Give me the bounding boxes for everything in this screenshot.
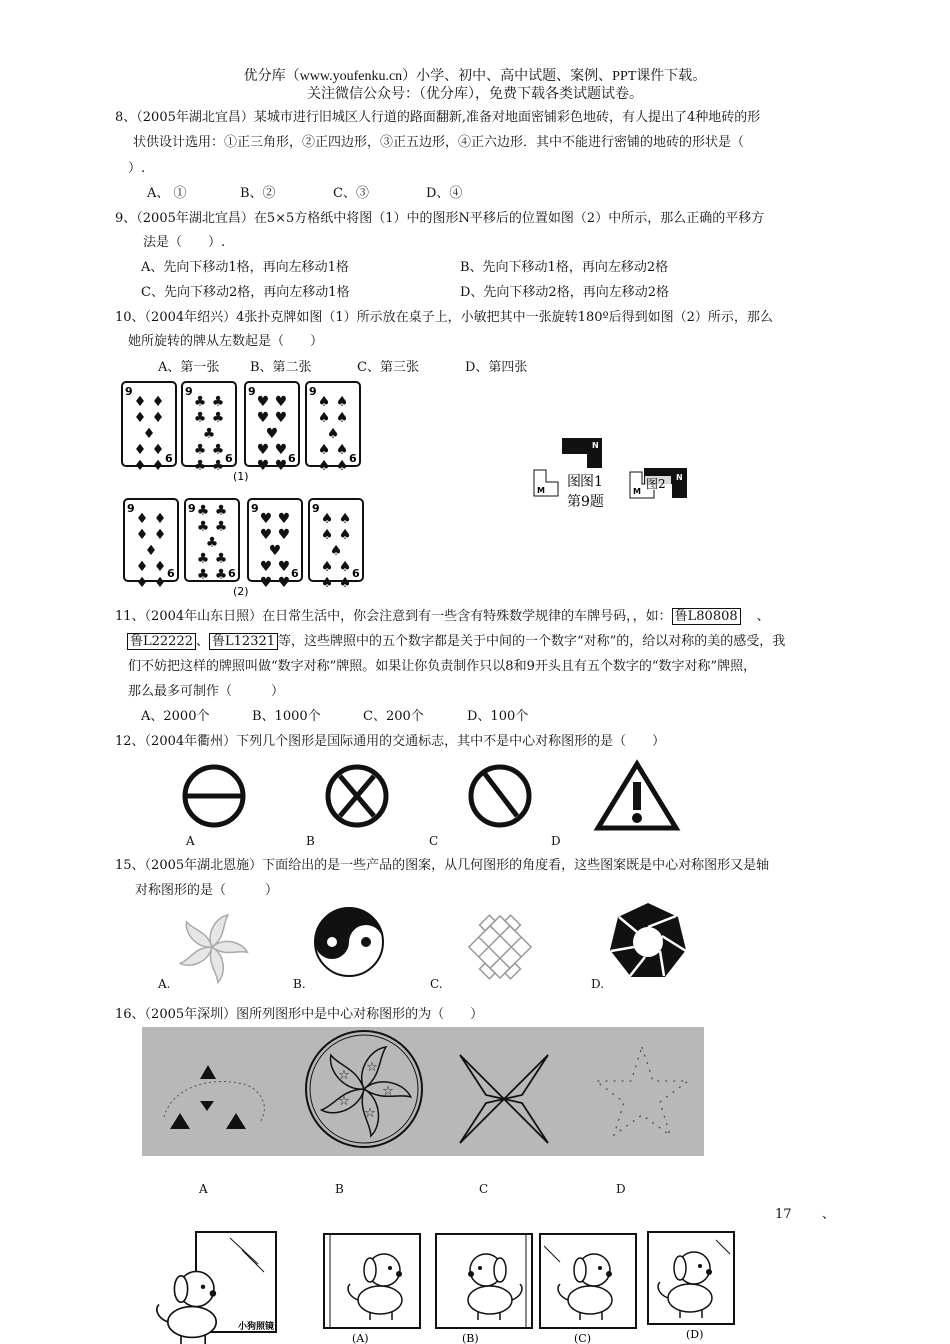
q8-option-d: D、④ (426, 186, 463, 201)
q10-caption-2: (2) (233, 585, 249, 598)
q11-option-c: C、200个 (363, 709, 424, 724)
svg-text:☆: ☆ (338, 1094, 350, 1109)
svg-text:9: 9 (127, 502, 135, 515)
q17-number: 17 (775, 1207, 792, 1222)
card-row1-2 (182, 382, 236, 474)
card-suit-pip: ♦ (153, 527, 167, 543)
card-suit-pip: ♥ (256, 442, 270, 458)
card-suit-pip: ♥ (277, 511, 291, 527)
q11-text-1a: 11、（2004年山东日照）在日常生活中，你会注意到有一些含有特殊数学规律的车牌号码，，如： (115, 609, 672, 624)
q11-option-d: D、100个 (467, 709, 529, 724)
q16-figure (142, 1027, 704, 1156)
svg-text:6: 6 (225, 452, 233, 465)
card-suit-pip: ♥ (259, 511, 273, 527)
card-suit-pip: ♦ (133, 458, 147, 474)
card-suit-pip: ♦ (151, 410, 165, 426)
svg-text:☆: ☆ (338, 1068, 350, 1083)
q17-option-c-image (540, 1234, 636, 1328)
card-suit-pip: ♣ (196, 503, 210, 519)
q8-text-line-2: 状供设计选用：①正三角形，②正四边形，③正五边形，④正六边形．其中不能进行密铺的地砖的形状是（ (133, 135, 745, 150)
card-row2-3 (248, 499, 302, 591)
q15-text-line-2: 对称图形的是（ ） (135, 883, 279, 898)
card-suit-pip: ♦ (153, 559, 167, 575)
q8-text-line-3: ）. (128, 161, 146, 176)
q9-letter-n-2: N (676, 473, 683, 482)
card-suit-pip: ♣ (214, 551, 228, 567)
card-suit-pip: ♥ (268, 543, 282, 559)
card-suit-pip: ♠ (320, 559, 334, 575)
card-suit-pip: ♠ (335, 458, 349, 474)
q17-label-b: (B) (462, 1332, 479, 1344)
card-suit-pip: ♥ (259, 559, 273, 575)
card-row2-1 (124, 499, 178, 591)
svg-text:6: 6 (291, 567, 299, 580)
card-suit-pip: ♠ (320, 527, 334, 543)
q17-option-b-image (436, 1234, 532, 1328)
q12-text-line-1: 12、（2004年衢州）下列几个图形是国际通用的交通标志，其中不是中心对称图形的是（ ） (115, 734, 666, 749)
svg-text:6: 6 (352, 567, 360, 580)
card-suit-pip: ♥ (274, 442, 288, 458)
card-suit-pip: ♥ (259, 527, 273, 543)
card-suit-pip: ♠ (329, 543, 343, 559)
card-suit-pip: ♣ (196, 519, 210, 535)
sign-b-cross (328, 767, 386, 825)
card-suit-pip: ♣ (202, 426, 216, 442)
svg-text:9: 9 (312, 502, 320, 515)
q17-main-image (157, 1232, 276, 1344)
sign-c-diagonal (471, 767, 529, 825)
q17-label-d: (D) (686, 1328, 704, 1341)
q9-option-b: B、先向下移动1格，再向左移动2格 (460, 260, 669, 275)
card-suit-pip: ♠ (335, 410, 349, 426)
q11-text-line-4: 那么最多可制作（ ） (128, 684, 285, 699)
header-line-1: 优分库（www.youfenku.cn）小学、初中、高中试题、案例、PPT课件下载。 (243, 69, 707, 84)
q16-label-d: D (616, 1182, 626, 1196)
card-row1-1 (122, 382, 176, 474)
svg-text:9: 9 (248, 385, 256, 398)
q12-label-b: B (306, 834, 315, 848)
card-corner-top: 9 (125, 385, 133, 398)
q11-text-line-3: 们不妨把这样的牌照叫做“数字对称”牌照。如果让你负责制作只以8和9开头且有五个数字的“数字对称”牌照， (128, 659, 757, 674)
q9-fig-label-1: 图 (567, 474, 581, 490)
card-suit-pip: ♥ (256, 410, 270, 426)
card-suit-pip: ♥ (256, 394, 270, 410)
card-suit-pip: ♠ (317, 442, 331, 458)
q17-caption-main: 小狗照镜 (238, 1322, 275, 1332)
q16-text-line-1: 16、（2005年深圳）图所列图形中是中心对称图形的为（ ） (115, 1007, 484, 1022)
q8-option-c: C、③ (333, 186, 369, 201)
q11-option-a: A、2000个 (141, 709, 210, 724)
card-suit-pip: ♥ (277, 575, 291, 591)
card-suit-pip: ♠ (317, 410, 331, 426)
card-suit-pip: ♠ (338, 527, 352, 543)
q10-text-line-1: 10、（2004年绍兴）4张扑克牌如图（1）所示放在桌子上，小敏把其中一张旋转180º后得到如图（2）所示，那么 (115, 310, 773, 325)
q15-label-b: B. (293, 977, 306, 991)
svg-text:☆: ☆ (382, 1084, 394, 1099)
card-suit-pip: ♥ (274, 458, 288, 474)
card-suit-pip: ♠ (338, 511, 352, 527)
card-suit-pip: ♦ (142, 426, 156, 442)
q15-label-c: C. (430, 977, 443, 991)
q11-sep-2: 、 (196, 634, 210, 649)
svg-text:6: 6 (167, 567, 175, 580)
card-suit-pip: ♦ (151, 394, 165, 410)
q17-option-a-image (324, 1234, 420, 1328)
card-suit-pip: ♣ (193, 410, 207, 426)
q17-dog-figure (160, 1228, 750, 1344)
q15-label-a: A. (158, 977, 171, 991)
q16-grey-background (142, 1027, 704, 1156)
svg-text:6: 6 (349, 452, 357, 465)
svg-text:☆: ☆ (366, 1060, 378, 1075)
q9-fig-label-2: 图2 (646, 477, 666, 491)
card-suit-pip: ♣ (193, 458, 207, 474)
q9-option-c: C、先向下移动2格，再向左移动1格 (141, 285, 350, 300)
card-row1-4 (306, 382, 360, 474)
card-suit-pip: ♣ (211, 394, 225, 410)
card-suit-pip: ♥ (265, 426, 279, 442)
q9-option-a: A、先向下移动1格，再向左移动1格 (141, 260, 349, 275)
plate-3: 鲁L12321 (209, 633, 278, 650)
q9-figure (532, 436, 692, 514)
q11-option-b: B、1000个 (252, 709, 321, 724)
card-suit-pip: ♠ (317, 458, 331, 474)
q10-cards-figure (115, 378, 375, 600)
card-suit-pip: ♦ (135, 511, 149, 527)
q9-fig-caption: 第9题 (567, 494, 604, 510)
q12-signs-figure (180, 760, 690, 835)
q9-fig-label-1b: 图1 (580, 474, 603, 490)
card-suit-pip: ♦ (135, 575, 149, 591)
card-row2-4 (309, 499, 363, 591)
q8-text-line-1: 8、（2005年湖北宜昌）某城市进行旧城区人行道的路面翻新,准备对地面密铺彩色地砖，有人提出了4种地砖的形 (115, 110, 761, 125)
q10-option-b: B、第二张 (250, 360, 312, 375)
sign-a-horizontal-bar (185, 767, 243, 825)
card-suit-pip: ♦ (153, 511, 167, 527)
card-suit-pip: ♦ (153, 575, 167, 591)
card-suit-pip: ♣ (196, 551, 210, 567)
card-suit-pip: ♦ (133, 410, 147, 426)
card-suit-pip: ♠ (335, 394, 349, 410)
card-corner-bottom: 6 (165, 452, 173, 465)
q10-caption-1: (1) (233, 470, 249, 483)
q10-option-a: A、第一张 (158, 360, 220, 375)
header-line-2: 关注微信公众号：（优分库），免费下载各类试题试卷。 (307, 87, 643, 102)
q17-sep: 、 (822, 1207, 836, 1222)
card-row2-2 (185, 499, 239, 583)
card-suit-pip: ♥ (274, 410, 288, 426)
card-suit-pip: ♠ (338, 575, 352, 591)
q11-text-2b: 等，这些牌照中的五个数字都是关于中间的一个数字“对称”的，给以对称的美的感受，我 (278, 634, 786, 649)
card-suit-pip: ♠ (317, 394, 331, 410)
card-suit-pip: ♣ (214, 503, 228, 519)
q16-label-b: B (335, 1182, 344, 1196)
card-suit-pip: ♣ (211, 410, 225, 426)
card-suit-pip: ♦ (144, 543, 158, 559)
q15-label-d: D. (591, 977, 605, 991)
card-suit-pip: ♠ (320, 511, 334, 527)
card-suit-pip: ♣ (205, 535, 219, 551)
card-suit-pip: ♦ (151, 458, 165, 474)
q9-text-line-1: 9、（2005年湖北宜昌）在5×5方格纸中将图（1）中的图形N平移后的位置如图（2）中所示，那么正确的平移方 (115, 211, 765, 226)
q16-label-c: C (479, 1182, 489, 1196)
card-suit-pip: ♦ (133, 394, 147, 410)
card-suit-pip: ♣ (193, 442, 207, 458)
q12-label-d: D (551, 834, 561, 848)
card-suit-pip: ♦ (135, 527, 149, 543)
card-suit-pip: ♥ (277, 527, 291, 543)
card-suit-pip: ♥ (274, 394, 288, 410)
card-suit-pip: ♥ (256, 458, 270, 474)
q11-text-line-2 (127, 633, 785, 650)
card-suit-pip: ♠ (338, 559, 352, 575)
svg-text:6: 6 (288, 452, 296, 465)
plate-2: 鲁L22222 (127, 633, 196, 650)
plate-1: 鲁L80808 (672, 608, 741, 625)
q8-option-a: A、 ① (147, 186, 187, 201)
svg-text:9: 9 (185, 385, 193, 398)
q15-text-line-1: 15、（2005年湖北恩施）下面给出的是一些产品的图案，从几何图形的角度看，这些图案既是中心对称图形又是轴 (115, 858, 770, 873)
pattern-a-flower (180, 915, 247, 982)
card-suit-pip: ♥ (259, 575, 273, 591)
q8-option-b: B、② (240, 186, 276, 201)
pattern-b-yinyang (315, 908, 383, 976)
q16-label-a: A (199, 1182, 208, 1196)
card-suit-pip: ♠ (335, 442, 349, 458)
card-row1-3 (245, 382, 299, 474)
q9-text-line-2: 法是（ ）. (143, 235, 226, 250)
q17-label-c: (C) (574, 1332, 591, 1344)
q9-letter-m-1: M (537, 486, 545, 495)
card-suit-pip: ♣ (214, 567, 228, 583)
svg-text:9: 9 (188, 502, 196, 515)
card-suit-pip: ♦ (151, 442, 165, 458)
q10-text-line-2: 她所旋转的牌从左数起是（ ） (128, 334, 324, 349)
card-suit-pip: ♣ (193, 394, 207, 410)
q12-label-c: C (429, 834, 439, 848)
card-suit-pip: ♦ (135, 559, 149, 575)
q9-option-d: D、先向下移动2格，再向左移动2格 (460, 285, 669, 300)
q17-label-a: (A) (352, 1332, 369, 1344)
svg-text:6: 6 (228, 567, 236, 580)
card-suit-pip: ♣ (214, 519, 228, 535)
svg-text:9: 9 (309, 385, 317, 398)
q11-text-line-1 (115, 608, 770, 625)
q10-option-c: C、第三张 (357, 360, 419, 375)
card-suit-pip: ♣ (211, 442, 225, 458)
q10-option-d: D、第四张 (465, 360, 528, 375)
card-suit-pip: ♦ (133, 442, 147, 458)
pattern-c-knot (458, 905, 543, 990)
card-suit-pip: ♠ (326, 426, 340, 442)
q11-sep-1: 、 (756, 609, 770, 624)
q12-label-a: A (186, 834, 195, 848)
q9-letter-m-2: M (633, 487, 641, 496)
pattern-d-aperture (610, 903, 686, 977)
svg-text:☆: ☆ (364, 1106, 376, 1121)
q9-letter-n-1: N (592, 441, 599, 450)
q17-option-d-image (648, 1232, 734, 1324)
card-suit-pip: ♣ (196, 567, 210, 583)
svg-text:9: 9 (251, 502, 259, 515)
card-suit-pip: ♣ (211, 458, 225, 474)
card-suit-pip: ♥ (277, 559, 291, 575)
sign-d-warning (598, 764, 676, 828)
card-suit-pip: ♠ (320, 575, 334, 591)
